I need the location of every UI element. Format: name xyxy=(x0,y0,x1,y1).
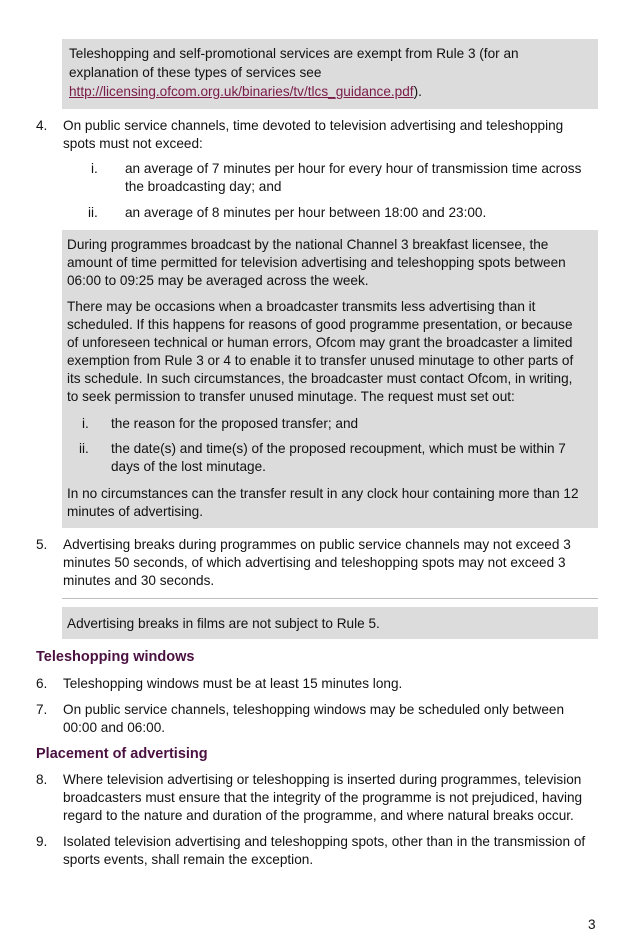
box2-item-ii-marker: ii. xyxy=(79,441,89,456)
rule6-number: 6. xyxy=(36,676,48,691)
rule4-line2: spots must not exceed: xyxy=(63,136,203,151)
rule9-number: 9. xyxy=(36,834,48,849)
box2-para3-line1: In no circumstances can the transfer result in any clock hour containing more than 12 xyxy=(67,486,579,501)
rule4-line1: On public service channels, time devoted to television advertising and teleshopping xyxy=(63,118,564,133)
rule4-item-i-line2: the broadcasting day; and xyxy=(125,179,282,194)
rule8-line2: broadcasters must ensure that the integrity of the programme is not prejudiced, having xyxy=(63,790,583,805)
box3-text: Advertising breaks in films are not subject to Rule 5. xyxy=(67,616,380,631)
box2-para2-line4: exemption from Rule 3 or 4 to enable it to transfer unused minutage to other parts of xyxy=(67,353,574,368)
section-heading-teleshopping-windows: Teleshopping windows xyxy=(36,649,195,665)
box2-item-i-marker: i. xyxy=(82,416,89,431)
box1-line2: explanation of these types of services see xyxy=(69,65,322,80)
rule5-line2: minutes 50 seconds, of which advertising and teleshopping spots may not exceed 3 xyxy=(63,555,566,570)
box3-top-rule xyxy=(62,598,598,599)
box2-para2-line6: to seek permission to transfer unused minutage. The request must set out: xyxy=(67,389,515,404)
rule9-line1: Isolated television advertising and teleshopping spots, other than in the transmission of xyxy=(63,834,586,849)
rule5-line3: minutes and 30 seconds. xyxy=(63,573,215,588)
rule5-number: 5. xyxy=(36,537,48,552)
box2-para3-line2: minutes of advertising. xyxy=(67,504,204,519)
box1-line3 xyxy=(69,83,422,101)
rule7-number: 7. xyxy=(36,702,48,717)
rule7-line2: 00:00 and 06:00. xyxy=(63,720,166,735)
section-heading-placement-of-advertising: Placement of advertising xyxy=(36,746,208,762)
tlcs-guidance-link[interactable]: http://licensing.ofcom.org.uk/binaries/tv/tlcs_guidance.pdf xyxy=(69,84,414,99)
box2-para2-line3: of unforeseen technical or human errors, Ofcom may grant the broadcaster a limited xyxy=(67,335,573,350)
box2-para1-line2: amount of time permitted for television advertising and teleshopping spots between xyxy=(67,255,566,270)
rule4-item-i-line1: an average of 7 minutes per hour for every hour of transmission time across xyxy=(125,161,582,176)
box2-item-ii-line1: the date(s) and time(s) of the proposed recoupment, which must be within 7 xyxy=(111,441,566,456)
rule7-line1: On public service channels, teleshopping windows may be scheduled only between xyxy=(63,702,565,717)
rule5-line1: Advertising breaks during programmes on public service channels may not exceed 3 xyxy=(63,537,571,552)
box2-item-i-line1: the reason for the proposed transfer; and xyxy=(111,416,359,431)
rule8-line1: Where television advertising or teleshopping is inserted during programmes, television xyxy=(63,772,582,787)
rule8-number: 8. xyxy=(36,772,48,787)
rule6-line1: Teleshopping windows must be at least 15 minutes long. xyxy=(63,676,403,691)
box1-line1: Teleshopping and self-promotional services are exempt from Rule 3 (for an xyxy=(69,46,519,61)
rule4-item-ii-line1: an average of 8 minutes per hour between 18:00 and 23:00. xyxy=(125,205,487,220)
box1-link-suffix: ). xyxy=(413,84,422,99)
rule8-line3: regard to the nature and duration of the programme, and where natural breaks occur. xyxy=(63,808,574,823)
page-number: 3 xyxy=(588,917,596,932)
box2-para2-line1: There may be occasions when a broadcaster transmits less advertising than it xyxy=(67,299,536,314)
box2-para1-line1: During programmes broadcast by the national Channel 3 breakfast licensee, the xyxy=(67,237,549,252)
box2-item-ii-line2: days of the lost minutage. xyxy=(111,459,266,474)
rule4-number: 4. xyxy=(36,118,48,133)
box2-para2-line5: its schedule. In such circumstances, the broadcaster must contact Ofcom, in writing, xyxy=(67,371,573,386)
rule9-line2: sports events, shall remain the exception. xyxy=(63,852,314,867)
box2-para2-line2: scheduled. If this happens for reasons of good programme presentation, or because xyxy=(67,317,573,332)
rule4-item-i-marker: i. xyxy=(91,161,98,176)
rule4-item-ii-marker: ii. xyxy=(88,205,98,220)
box2-para1-line3: 06:00 to 09:25 may be averaged across the week. xyxy=(67,273,369,288)
